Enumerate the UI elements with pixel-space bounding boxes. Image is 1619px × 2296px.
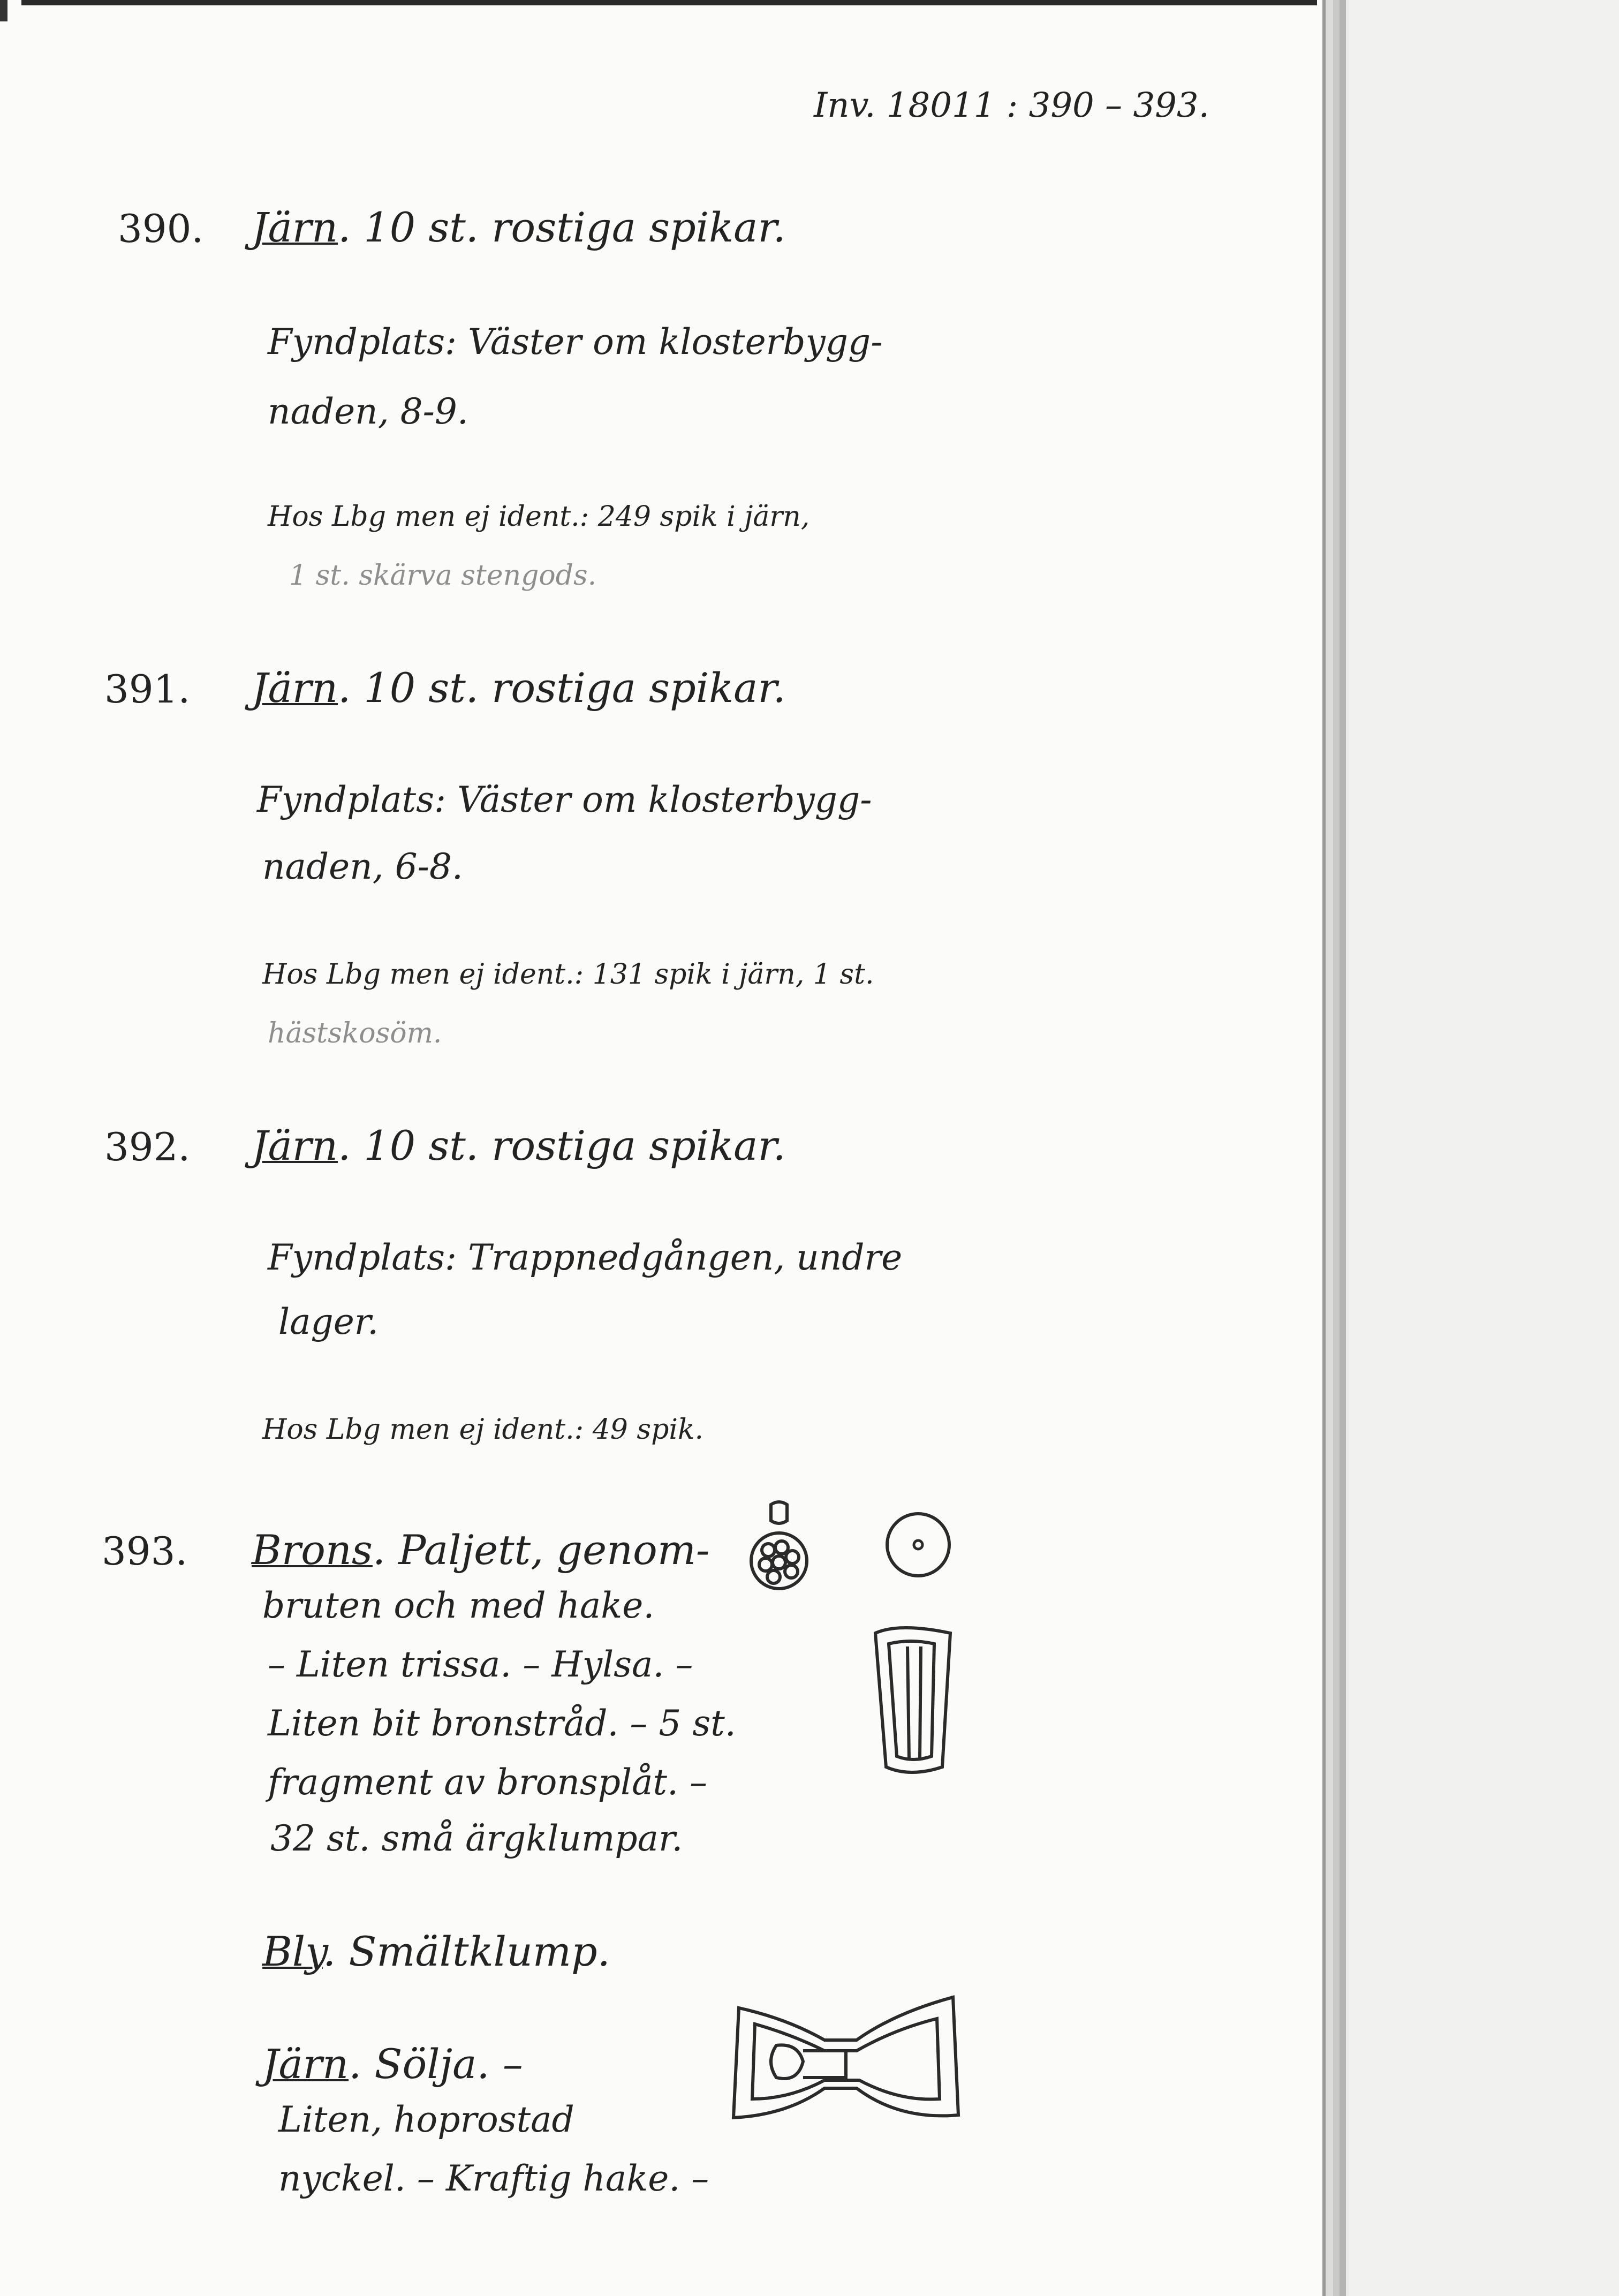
page-edge: [1349, 0, 1619, 2296]
entry-390-note-line2: 1 st. skärva stengods.: [289, 560, 597, 592]
entry-391-title: [252, 664, 786, 712]
entry-391-number: 391.: [104, 667, 191, 712]
entry-393-jarn-material: Järn: [262, 2040, 349, 2088]
entry-393-bly-line: Bly. Smältklump.: [262, 1928, 610, 1975]
entry-391-note-line2: hästskosöm.: [268, 1017, 442, 1049]
entry-392-number: 392.: [104, 1124, 191, 1169]
solja-sketch: [723, 1992, 969, 2131]
entry-393-brons-line5: fragment av bronsplåt. –: [268, 1762, 707, 1803]
entry-393-bly-material: Bly: [262, 1928, 323, 1975]
entry-393-jarn-line2: Liten, hoprostad: [278, 2099, 574, 2140]
entry-393-jarn-line1: Järn. Sölja. –: [262, 2040, 523, 2088]
entry-393-brons-material: Brons: [252, 1526, 373, 1574]
entry-391-note-line1: Hos Lbg men ej ident.: 131 spik i järn, 1 st.: [262, 958, 874, 991]
trissa-sketch: [883, 1510, 953, 1580]
entry-391-material: Järn: [252, 664, 338, 712]
inventory-number: Inv. 18011 : 390 – 393.: [814, 86, 1209, 125]
entry-393-brons-line6: 32 st. små ärgklumpar.: [270, 1818, 683, 1859]
entry-393-jarn-line3: nyckel. – Kraftig hake. –: [278, 2158, 709, 2199]
top-edge-line: [21, 0, 1317, 5]
entry-393-number: 393.: [102, 1529, 188, 1574]
entry-390-description: . 10 st. rostiga spikar.: [338, 203, 786, 251]
entry-390-find-line2: naden, 8-9.: [268, 391, 468, 432]
entry-390-number: 390.: [118, 206, 204, 251]
entry-393-brons-line2: bruten och med hake.: [262, 1585, 655, 1626]
hylsa-sketch: [867, 1622, 958, 1783]
entry-392-find-line1: Fyndplats: Trappnedgången, undre: [268, 1237, 903, 1278]
corner-mark: [0, 0, 7, 21]
entry-393-brons-line4: Liten bit bronstråd. – 5 st.: [268, 1703, 736, 1744]
entry-392-note-line1: Hos Lbg men ej ident.: 49 spik.: [262, 1414, 704, 1446]
entry-390-find-line1: Fyndplats: Väster om klosterbygg-: [268, 321, 883, 362]
entry-391-find-line1: Fyndplats: Väster om klosterbygg-: [257, 779, 872, 820]
entry-393-brons-line1: Brons. Paljett, genom-: [252, 1526, 710, 1574]
entry-390-title: [252, 203, 786, 251]
entry-390-material: Järn: [252, 203, 338, 251]
entry-391-description: . 10 st. rostiga spikar.: [338, 664, 786, 712]
entry-392-find-line2: lager.: [278, 1301, 379, 1342]
paljett-sketch: [739, 1499, 819, 1601]
entry-392-material: Järn: [252, 1122, 338, 1169]
entry-392-description: . 10 st. rostiga spikar.: [338, 1122, 786, 1169]
entry-390-note-line1: Hos Lbg men ej ident.: 249 spik i järn,: [268, 501, 810, 533]
entry-391-find-line2: naden, 6-8.: [262, 846, 463, 887]
entry-393-brons-line3: – Liten trissa. – Hylsa. –: [268, 1644, 693, 1685]
entry-392-title: [252, 1122, 786, 1169]
